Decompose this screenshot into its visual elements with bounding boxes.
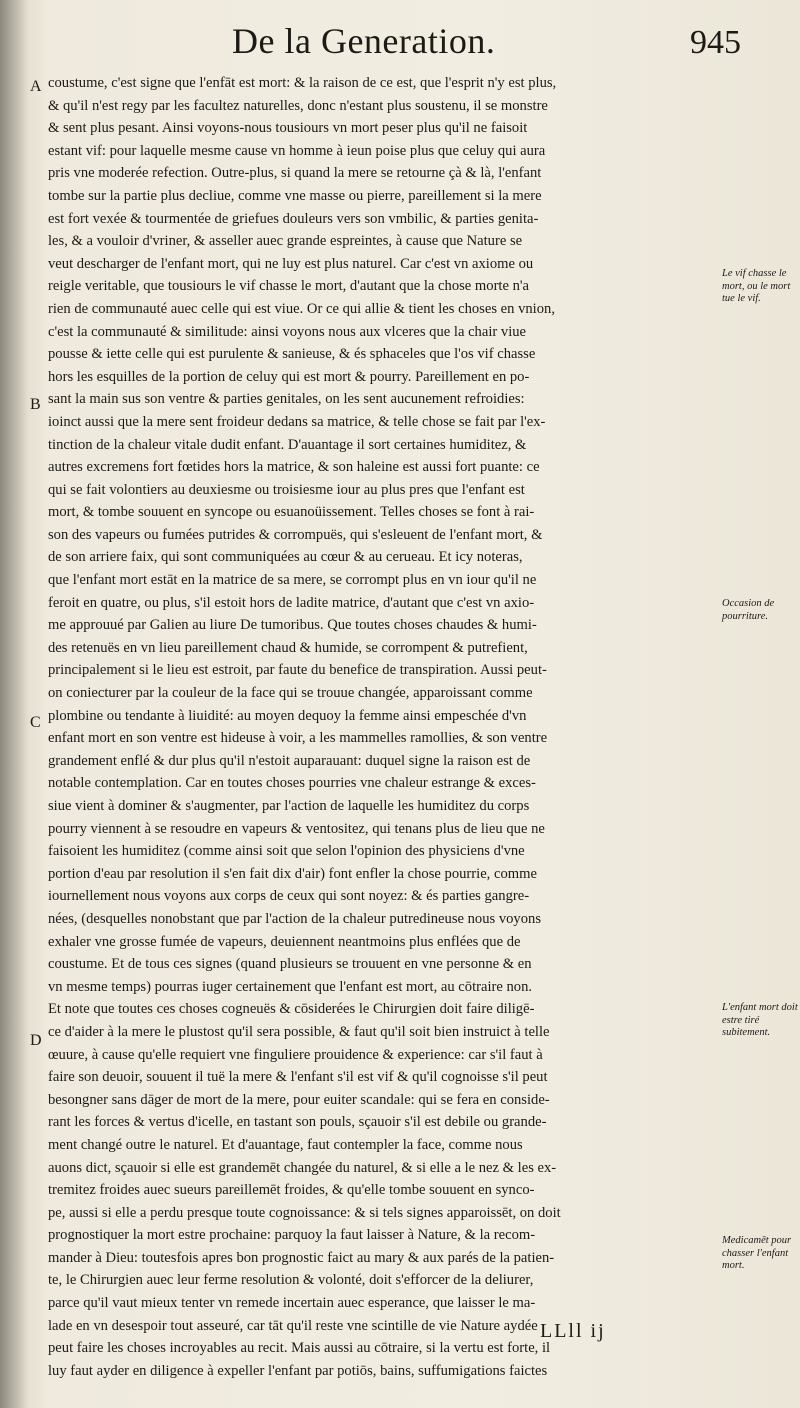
text-line: œuure, à cause qu'elle requiert vne finguliere prouidence & experience: car s'il faut à [48,1046,543,1063]
text-line: c'est la communauté & similitude: ainsi voyons nous aux vlceres que la chair viue [48,323,527,340]
signature-mark: LLll ij [540,1320,606,1342]
text-line: coustume. Et de tous ces signes (quand plusieurs se trouuent en vne personne & en [48,956,532,973]
margin-notes [722,0,800,1408]
margin-note: Le vif chasse le mort, ou le mort tue le vif. [722,268,791,304]
text-line: pousse & iette celle qui est purulente & sanieuse, & és sphaceles que l'os vif chasse [48,346,536,363]
text-line: ment changé outre le naturel. Et d'auantage, faut contempler la face, comme nous [48,1136,523,1153]
text-line: auons dict, sçauoir si elle est grandemēt changée du naturel, & si elle a le nez & les ex- [48,1159,557,1176]
text-line: principalement si le lieu est estroit, par faute du benefice de transpiration. Aussi peut- [48,662,547,679]
text-line: lade en vn desespoir tout asseuré, car tāt qu'il reste vne scintille de vie Nature aydée [48,1317,538,1334]
section-letter-a: A [30,78,42,95]
text-line: pris vne moderée refection. Outre-plus, si quand la mere se retourne çà & là, l'enfant [48,165,542,182]
text-line: tombe sur la partie plus decliue, comme vne masse ou pierre, pareillement si la mere [48,187,542,204]
text-line: rant les forces & vertus d'icelle, en tastant son pouls, sçauoir s'il est debile ou grande- [48,1114,547,1131]
text-line: on coniecturer par la couleur de la face qui se trouue changée, apparoissant comme [48,685,533,702]
section-letter-d: D [30,1032,42,1049]
text-line: veut descharger de l'enfant mort, qui ne luy est plus naturel. Car c'est vn axiome ou [48,255,534,272]
text-line: me approuué par Galien au liure De tumoribus. Que toutes choses chaudes & humi- [48,617,537,634]
text-line: rien de communauté auec celle qui est viue. Or ce qui allie & tient les choses en vnion, [48,300,555,317]
margin-note: Medicamēt pour chasser l'enfant mort. [722,1235,792,1271]
text-line: estant vif: pour laquelle mesme cause vn homme à ieun poise plus que celuy qui aura [48,142,546,159]
margin-note: Occasion de pourriture. [722,598,775,622]
text-line: plombine ou tendante à liuidité: au moyen dequoy la femme ainsi empeschée d'vn [48,707,527,724]
text-line: Et note que toutes ces choses cogneuës & cōsiderées le Chirurgien doit faire diligē- [48,1001,535,1018]
section-letter-c: C [30,714,41,731]
text-line: siue vient à dominer & s'augmenter, par l'action de laquelle les humiditez du corps [48,798,530,814]
body-text [48,72,716,1382]
text-line: est fort vexée & tourmentée de griefues douleurs vers son vmbilic, & parties genita- [48,210,539,227]
text-line: grandement enflé & dur plus qu'il n'estoit auparauant: duquel signe la raison est de [48,752,531,769]
text-line: mort, & tombe souuent en syncope ou esuanoüissement. Telles choses se font à rai- [48,504,535,521]
text-line: enfant mort en son ventre est hideuse à voir, a les mammelles ramollies, & son ventre [48,730,548,747]
text-line: hors les esquilles de la portion de celuy qui est mort & pourry. Pareillement en po- [48,368,530,385]
text-line: faisoient les humiditez (comme ainsi soit que selon l'opinion des physiciens d'vne [48,843,525,860]
text-line: des retenuës en vn lieu pareillement chaud & humide, se corrompent & putrefient, [48,639,528,656]
text-line: iournellement nous voyons aux corps de ceux qui sont noyez: & és parties gangre- [48,888,530,905]
text-line: pourry viennent à se resoudre en vapeurs & ventositez, qui tenans plus de lieu que ne [48,820,545,837]
text-line: te, le Chirurgien auec leur ferme resolution & volonté, doit s'efforcer de la deliurer, [48,1272,534,1289]
text-line: notable contemplation. Car en toutes choses pourries vne chaleur estrange & exces- [48,775,536,792]
text-line: qui se fait volontiers au deuxiesme ou troisiesme iour au plus pres que l'enfant est [48,481,525,498]
text-line: & sent plus pesant. Ainsi voyons-nous tousiours vn mort peser plus qu'il ne faisoit [48,120,528,137]
text-line: feroit en quatre, ou plus, s'il estoit hors de ladite matrice, d'autant que c'est vn axio- [48,594,535,611]
text-line: que l'enfant mort estāt en la matrice de sa mere, se corrompt plus en vn iour qu'il ne [48,572,537,589]
gutter-shadow [0,0,28,1408]
text-line: ioinct aussi que la mere sent froideur dedans sa matrice, & telle chose se fait par l'ex- [48,413,546,430]
text-line: tinction de la chaleur vitale dudit enfant. D'auantage il sort certaines humiditez, & [48,436,527,453]
text-line: faire son deuoir, souuent il tuë la mere & l'enfant s'il est vif & qu'il cognoisse s'il peut [48,1069,548,1086]
text-line: les, & a vouloir d'vriner, & asseller auec grande espreintes, à cause que Nature se [48,233,523,250]
text-line: luy faut ayder en diligence à expeller l'enfant par potiōs, bains, suffumigations faictes [48,1362,548,1379]
text-line: pe, aussi si elle a perdu presque toute cognoissance: & si tels signes apparoissēt, on doit [48,1204,561,1221]
text-line: & qu'il n'est regy par les facultez naturelles, donc n'estant plus soustenu, il se monstre [48,97,548,114]
text-line: son des vapeurs ou fumées putrides & corrompuës, qui s'esleuent de l'enfant mort, & [48,526,543,543]
text-line: exhaler vne grosse fumée de vapeurs, deuiennent neantmoins plus enflées que de [48,933,521,950]
text-line: parce qu'il vaut mieux tenter vn remede incertain auec esperance, que laisser le ma- [48,1295,536,1312]
running-title: De la Generation. [232,21,496,61]
text-line: de son arriere faix, qui sont communiquées au cœur & au cerueau. Et icy noteras, [48,549,523,566]
text-line: vn mesme temps) pourras iuger certainement que l'enfant est mort, au cōtraire non. [48,978,533,995]
text-line: nées, (desquelles nonobstant que par l'action de la chaleur putredineuse nous voyons [48,910,542,927]
text-line: ce d'aider à la mere le plustost qu'il sera possible, & faut qu'il soit bien instruict à telle [48,1023,550,1040]
text-line: peut faire les choses incroyables au recit. Mais aussi au cōtraire, si la vertu est forte, il [48,1340,551,1357]
text-line: besongner sans dāger de mort de la mere, pour euiter scandale: qui se fera en conside- [48,1091,550,1108]
text-line: coustume, c'est signe que l'enfāt est mort: & la raison de ce est, que l'esprit n'y est plus, [48,75,557,91]
page-header [0,14,800,70]
text-line: reigle veritable, que tousiours le vif chasse le mort, d'autant que la chose morte n'a [48,278,530,295]
page-number: 945 [690,24,741,61]
section-letter-b: B [30,396,41,413]
text-line: tremitez froides auec sueurs pareillemēt froides, & qu'elle tombe souuent en synco- [48,1182,535,1199]
text-line: mander à Dieu: toutesfois apres bon prognostic faict au mary & aux parés de la patien- [48,1249,555,1266]
text-line: autres excremens fort fœtides hors la matrice, & son haleine est aussi fort puante: ce [48,459,540,476]
text-line: sant la main sus son ventre & parties genitales, on les sent aucunement refroidies: [48,391,525,408]
margin-note: L'enfant mort doit estre tiré subitement. [722,1002,798,1038]
text-line: prognostiquer la mort estre prochaine: parquoy la faut laisser à Nature, & la recom- [48,1227,536,1244]
text-line: portion d'eau par resolution il s'en fait dix d'air) font enfler la chose pourrie, comme [48,865,537,882]
